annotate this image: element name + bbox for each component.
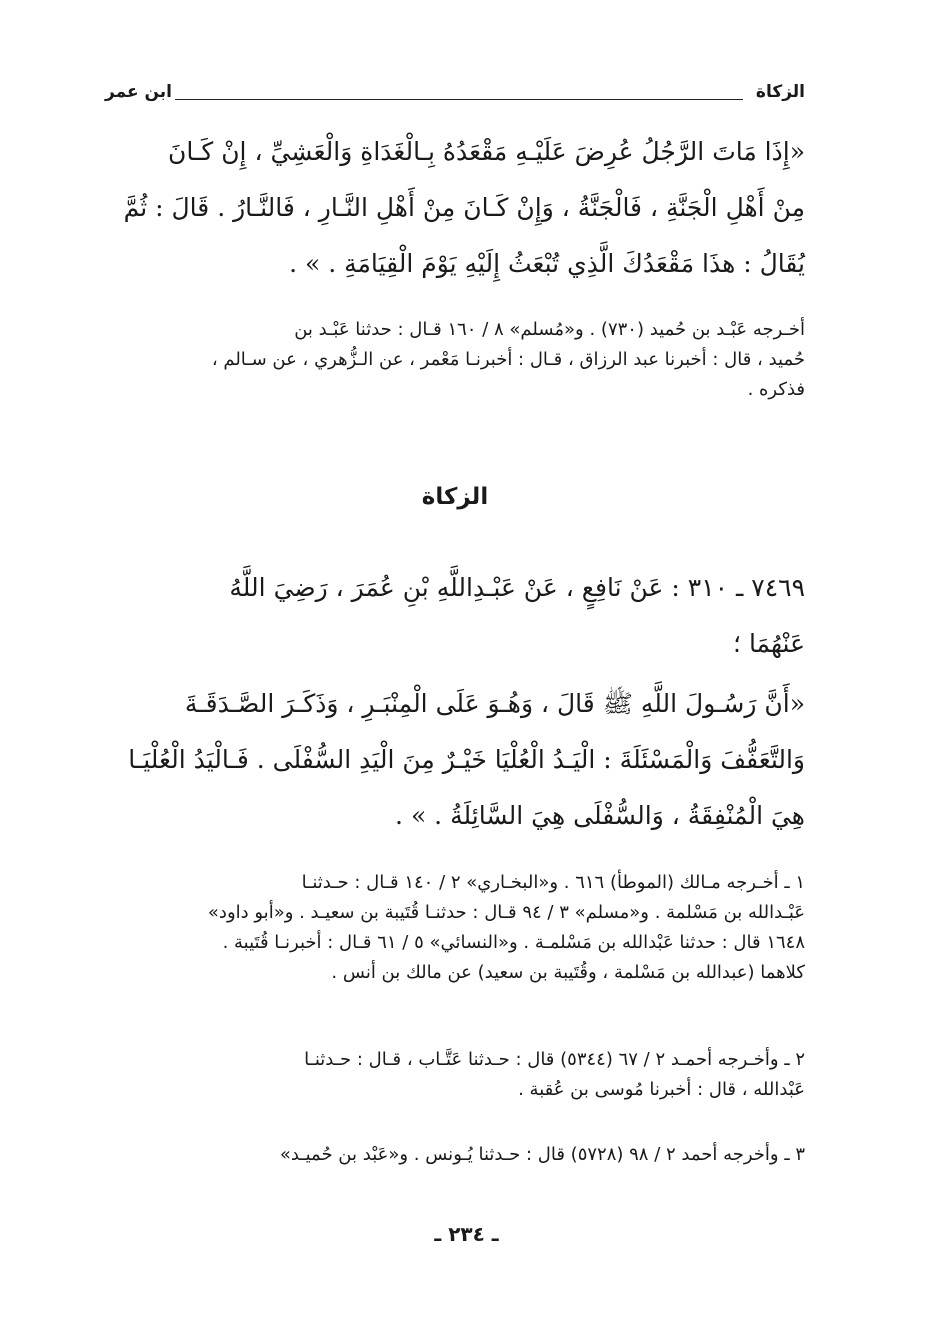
hadith-text (105, 676, 805, 844)
hadith-prev-text (105, 124, 805, 292)
note-line: كلاهما (عبدالله بن مَسْلمة ، وقُتَيبة بن سعيد) عن مالك بن أنس . (331, 962, 805, 983)
header-narrator: ابن عمر (105, 82, 173, 102)
text-line: يُقَالُ : هذَا مَقْعَدُكَ الَّذِي تُبْعَثُ إِلَيْهِ يَوْمَ الْقِيَامَةِ . » . (289, 249, 805, 278)
text-line: هِيَ الْمُنْفِقَةُ ، وَالسُّفْلَى هِيَ السَّائِلَةُ . » . (395, 801, 805, 830)
note-line: عَبْدالله ، قال : أخبرنا مُوسى بن عُقبة . (518, 1079, 805, 1100)
note-line: فذكره . (747, 379, 805, 400)
running-header (105, 82, 805, 112)
note-line: ١ ـ أخـرجه مـالك (الموطأ) ٦١٦ . و«البخـاري» ٢ / ١٤٠ قـال : حـدثنـا (301, 872, 805, 893)
note-line: أخـرجه عَبْـد بن حُميد (٧٣٠) . و«مُسلم» ٨ / ١٦٠ قـال : حدثنا عَبْـد بن (294, 319, 805, 340)
note-line: ٢ ـ وأخـرجه أحمـد ٢ / ٦٧ (٥٣٤٤) قال : حـدثنا عَتَّـاب ، قـال : حـدثنـا (304, 1049, 805, 1070)
text-line: «إِذَا مَاتَ الرَّجُلُ عُرِضَ عَلَيْـهِ مَقْعَدُهُ بِـالْغَدَاةِ وَالْعَشِيِّ ، إِنْ كَـانَ (168, 137, 805, 166)
text-line: وَالتَّعَفُّفَ وَالْمَسْئَلَةَ : الْيَـدُ الْعُلْيَا خَيْـرٌ مِنَ الْيَدِ السُّفْلَى . فَـالْيَدُ الْعُلْيَـا (128, 745, 805, 774)
note-2 (105, 1045, 805, 1105)
note-3 (105, 1140, 805, 1170)
note-line: عَبْـدالله بن مَسْلمة . و«مسلم» ٣ / ٩٤ قـال : حدثنـا قُتَيبة بن سعيـد . و«أبو داود» (207, 902, 805, 923)
hadith-intro (105, 560, 805, 672)
header-section-title: الزكاة (755, 82, 805, 102)
text-line: عَنْهُمَا ؛ (733, 629, 805, 658)
note-1 (105, 868, 805, 988)
note-prev (105, 315, 805, 405)
header-rule (175, 99, 743, 100)
note-line: حُميد ، قال : أخبرنا عبد الرزاق ، قـال : أخبرنـا مَعْمر ، عن الـزُّهري ، عن سـالم ، (211, 349, 805, 370)
note-line: ١٦٤٨ قال : حدثنا عَبْدالله بن مَسْلمـة . و«النسائي» ٥ / ٦١ قـال : أخبرنـا قُتَيبة . (222, 932, 805, 953)
note-line: ٣ ـ وأخرجه أحمد ٢ / ٩٨ (٥٧٢٨) قال : حـدثنا يُـونس . و«عَبْد بن حُميـد» (279, 1144, 805, 1165)
page-number: ـ ٢٣٤ ـ (434, 1222, 499, 1246)
text-line: مِنْ أَهْلِ الْجَنَّةِ ، فَالْجَنَّةُ ، وَإِنْ كَـانَ مِنْ أَهْلِ النَّـارِ ، فَالنَّـارُ . قَالَ : ثُمَّ (123, 193, 805, 222)
text-line: «أَنَّ رَسُـولَ اللَّهِ ﷺ قَالَ ، وَهُـوَ عَلَى الْمِنْبَـرِ ، وَذَكَـرَ الصَّـدَقَـةَ (184, 689, 805, 718)
text-line: ٧٤٦٩ ـ ٣١٠ : عَنْ نَافِعٍ ، عَنْ عَبْـدِاللَّهِ بْنِ عُمَرَ ، رَضِيَ اللَّهُ (229, 573, 805, 602)
section-heading: الزكاة (421, 484, 489, 510)
